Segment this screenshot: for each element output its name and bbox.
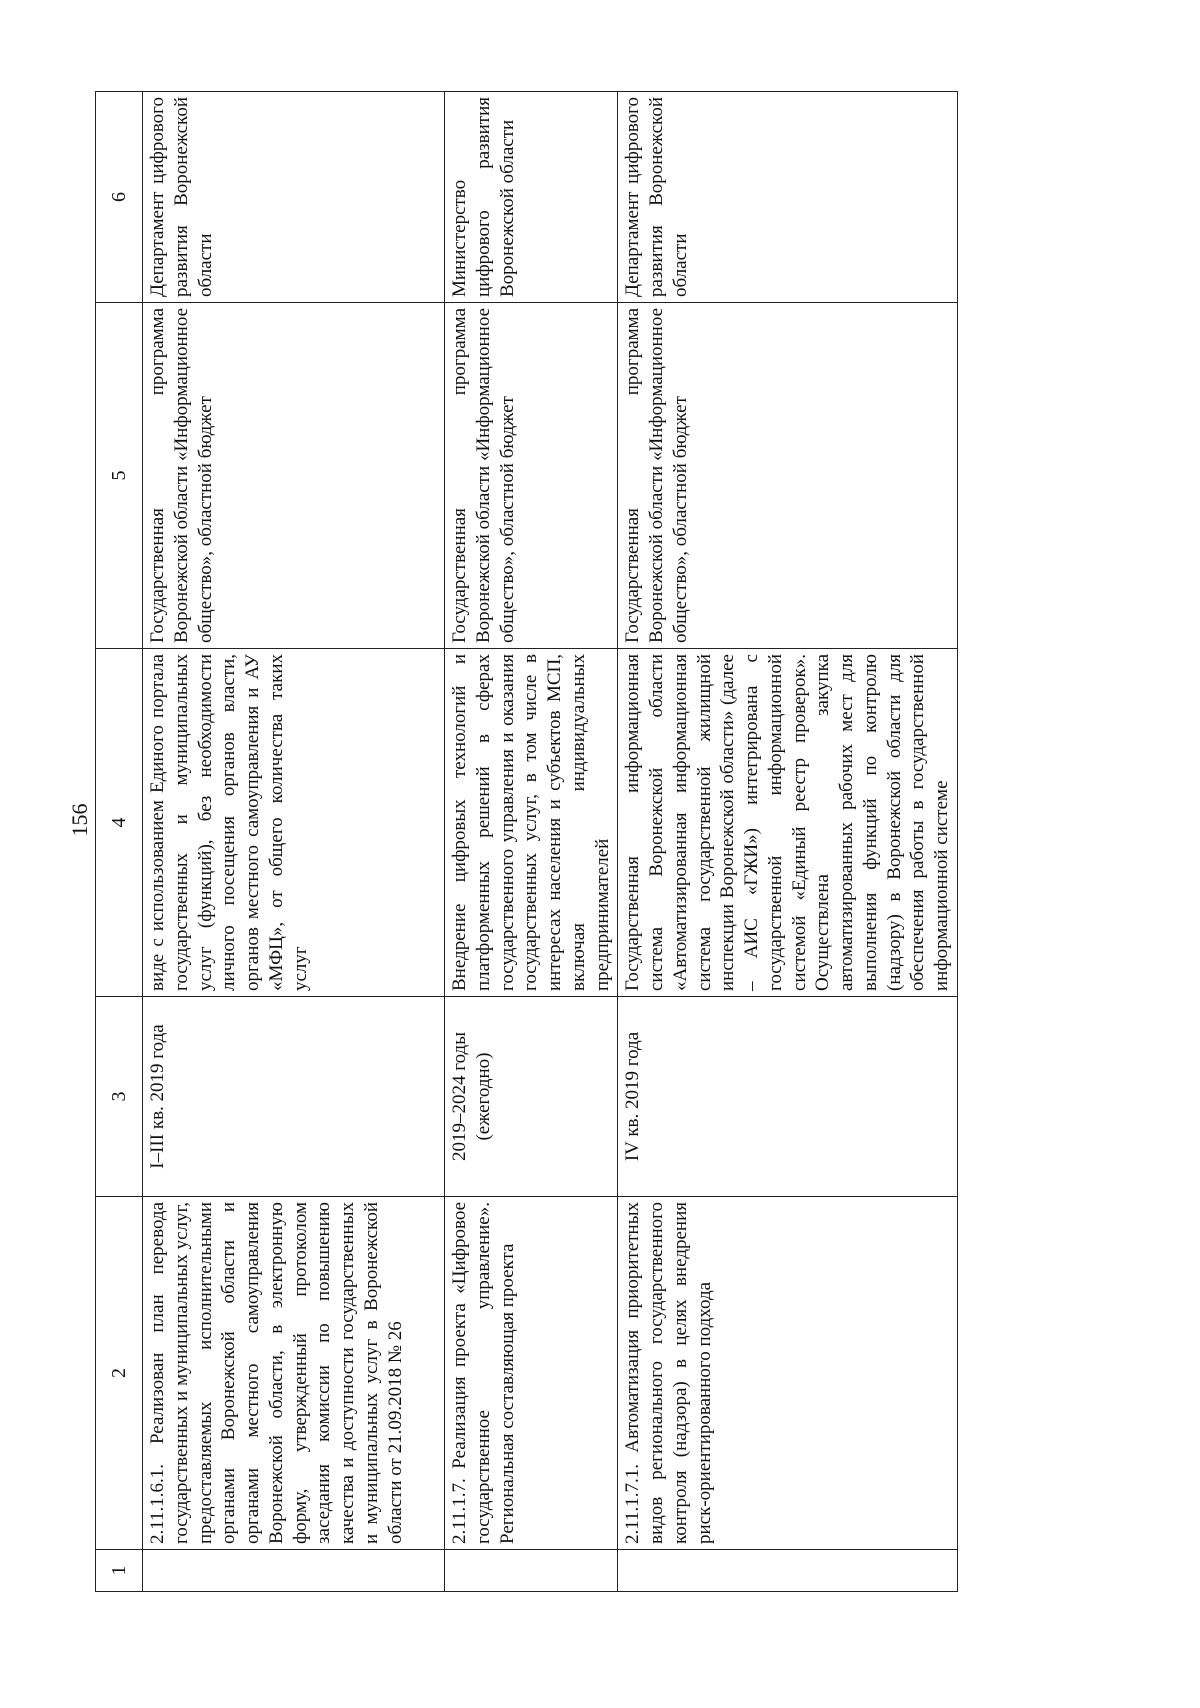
- measure-cell: 2.11.1.7. Реализация проекта «Цифровое государственное управление». Региональная составляющая проекта: [445, 1197, 618, 1550]
- header-col-3: 3: [96, 997, 143, 1197]
- measure-cell: 2.11.1.6.1. Реализован план перевода государственных и муниципальных услуг, предоставляемых исполнительными органами Воронежской области и органами местного самоуправления Воронежской области, в электронную форму, утвержденный протоколом заседания комиссии по повышению качества и доступности государственных и муниципальных услуг в Воронежской области от 21.09.2018 № 26: [143, 1197, 445, 1550]
- row-number-cell: [618, 1550, 958, 1592]
- responsible-cell: Министерство цифрового развития Воронежской области: [445, 92, 618, 303]
- header-col-2: 2: [96, 1197, 143, 1550]
- measure-cell: 2.11.1.7.1. Автоматизация приоритетных видов регионального государственного контроля (надзора) в целях внедрения риск-ориентированного подхода: [618, 1197, 958, 1550]
- row-number-cell: [445, 1550, 618, 1592]
- table-row: [143, 92, 445, 1592]
- funding-source-cell: Государственная программа Воронежской области «Информационное общество», областной бюджет: [143, 303, 445, 649]
- header-col-6: 6: [96, 92, 143, 303]
- deadline-cell: I–III кв. 2019 года: [143, 997, 445, 1197]
- table-header-row: [96, 92, 143, 1592]
- header-col-4: 4: [96, 649, 143, 997]
- responsible-cell: Департамент цифрового развития Воронежской области: [618, 92, 958, 303]
- header-col-1: 1: [96, 1550, 143, 1592]
- table-row: [618, 92, 958, 1592]
- result-cell: Государственная информационная система Воронежской области «Автоматизированная информационная система государственной жилищной инспекции Воронежской области» (далее – АИС «ГЖИ») интегрирована с государственной информационной системой «Единый реестр проверок». Осуществлена закупка автоматизированных рабочих мест для выполнения функций по контролю (надзору) в Воронежской области для обеспечения работы в государственной информационной системе: [618, 649, 958, 997]
- deadline-cell: IV кв. 2019 года: [618, 997, 958, 1197]
- measures-table: [95, 91, 958, 1592]
- result-cell: Внедрение цифровых технологий и платформенных решений в сферах государственного управления и оказания государственных услуг, в том числе в интересах населения и субъектов МСП, включая индивидуальных предпринимателей: [445, 649, 618, 997]
- table-row: [445, 92, 618, 1592]
- result-cell: виде с использованием Единого портала государственных и муниципальных услуг (функций), без необходимости личного посещения органов власти, органов местного самоуправления и АУ «МФЦ», от общего количества таких услуг: [143, 649, 445, 997]
- funding-source-cell: Государственная программа Воронежской области «Информационное общество», областной бюджет: [445, 303, 618, 649]
- header-col-5: 5: [96, 303, 143, 649]
- funding-source-cell: Государственная программа Воронежской области «Информационное общество», областной бюджет: [618, 303, 958, 649]
- row-number-cell: [143, 1550, 445, 1592]
- deadline-cell: 2019–2024 годы (ежегодно): [445, 997, 618, 1197]
- responsible-cell: Департамент цифрового развития Воронежской области: [143, 92, 445, 303]
- document-page: [95, 92, 1200, 1592]
- page-number: 156: [67, 803, 92, 837]
